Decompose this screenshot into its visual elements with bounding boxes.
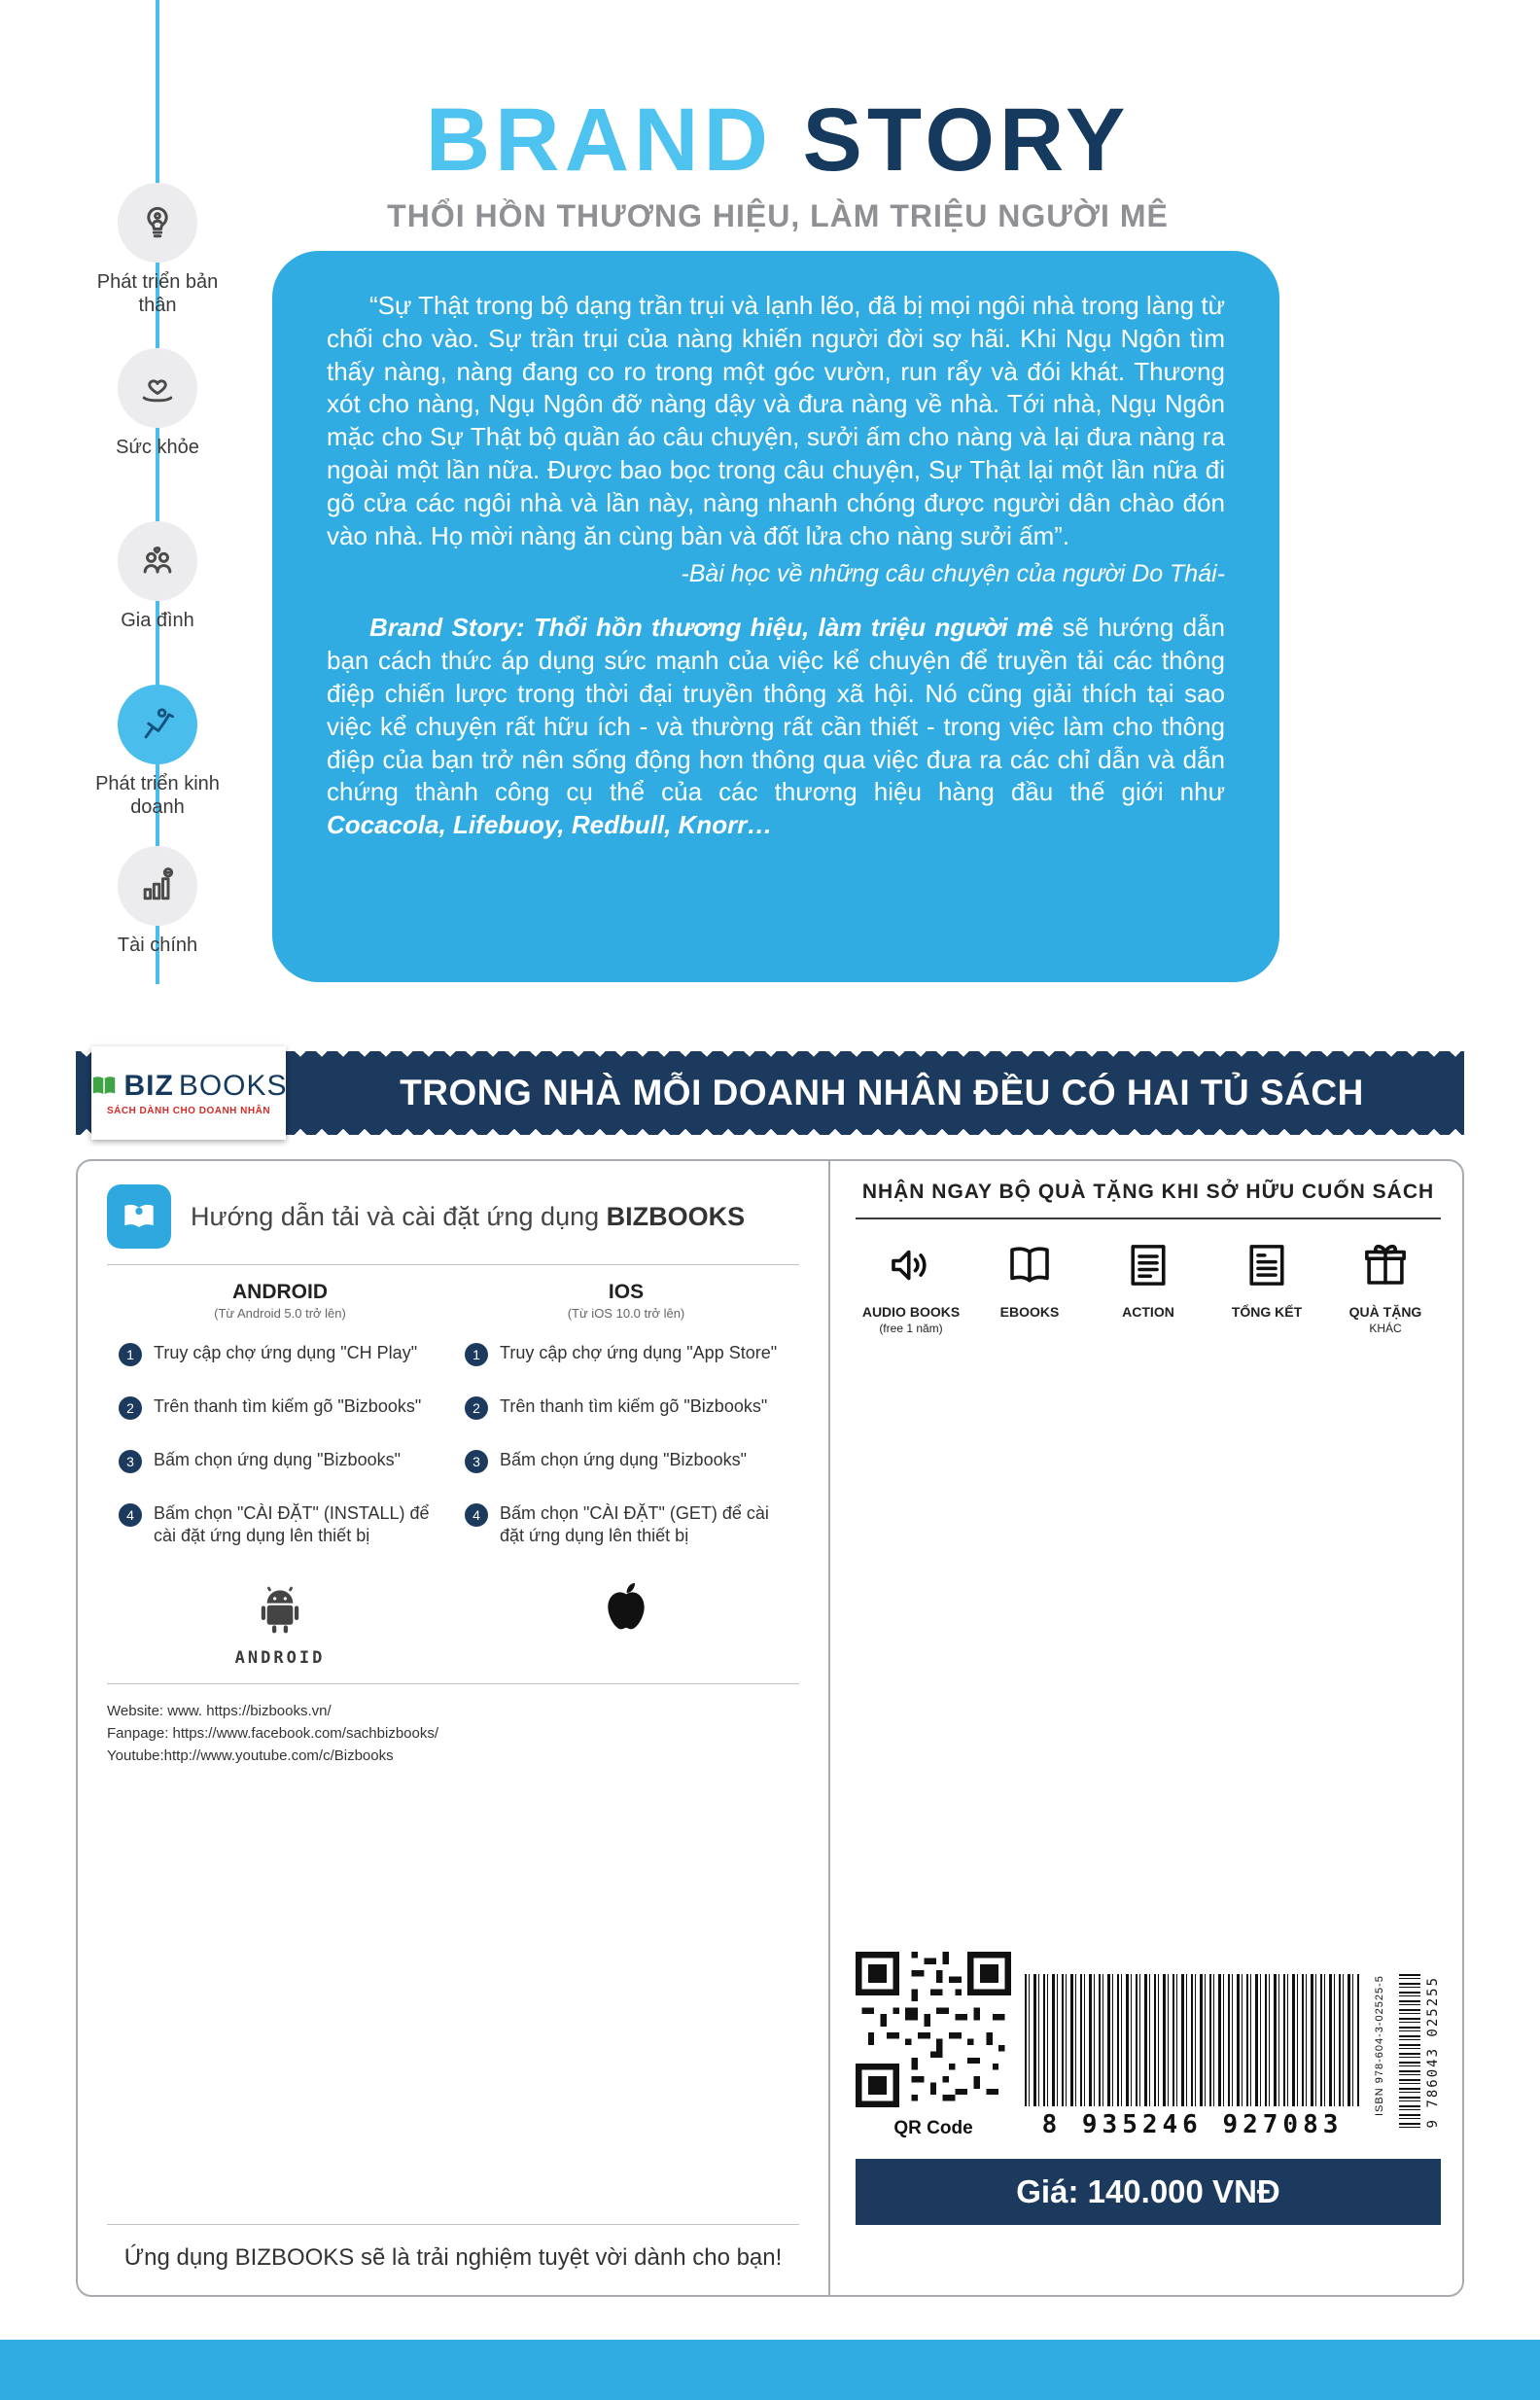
guide-title-text: Hướng dẫn tải và cài đặt ứng dụng xyxy=(191,1201,607,1231)
gift-item-action xyxy=(1093,1239,1204,1336)
bizbooks-logo-row xyxy=(89,1070,287,1103)
android-robot-icon xyxy=(249,1577,311,1640)
timeline-item-family xyxy=(76,521,239,632)
step-text: Bấm chọn ứng dụng "Bizbooks" xyxy=(500,1450,747,1469)
logo-biz-text: BIZ xyxy=(123,1070,174,1102)
timeline-circle-active xyxy=(118,685,197,764)
audiobook-speaker-icon xyxy=(885,1239,937,1291)
ios-step xyxy=(465,1395,788,1420)
step-text: Bấm chọn "CÀI ĐẶT" (GET) để cài đặt ứng dụng lên thiết bị xyxy=(500,1503,769,1546)
book-description xyxy=(327,612,1225,842)
timeline-item-finance xyxy=(76,846,239,957)
timeline-circle xyxy=(118,846,197,926)
timeline-item-business xyxy=(76,685,239,819)
qr-code-icon xyxy=(856,1952,1011,2107)
timeline-label: Phát triển kinh doanh xyxy=(95,773,220,818)
ios-title: IOS xyxy=(608,1281,645,1303)
step-text: Trên thanh tìm kiếm gõ "Bizbooks" xyxy=(500,1396,768,1416)
family-icon xyxy=(136,540,179,582)
step-number: 3 xyxy=(465,1450,488,1473)
ios-requirement: (Từ iOS 10.0 trở lên) xyxy=(567,1306,685,1321)
gift-label: TỔNG KẾT xyxy=(1231,1304,1303,1320)
barcode-number: 8 935246 927083 xyxy=(1041,2110,1344,2139)
timeline-label: Gia đình xyxy=(121,610,194,631)
barcode-block xyxy=(1025,1974,1360,2139)
android-title: ANDROID xyxy=(232,1281,328,1303)
timeline-label: Tài chính xyxy=(117,935,198,956)
fanpage-link: Fanpage: https://www.facebook.com/sachbizbooks/ xyxy=(107,1725,439,1743)
logo-books-text: BOOKS xyxy=(178,1070,288,1102)
isbn-vertical-text: ISBN 978-604-3-02525-5 xyxy=(1374,1975,1385,2116)
title-story: STORY xyxy=(802,90,1131,190)
install-guide xyxy=(78,1161,828,2295)
android-step xyxy=(119,1342,441,1366)
step-number: 2 xyxy=(119,1396,142,1420)
android-step xyxy=(119,1395,441,1420)
android-step xyxy=(119,1449,441,1473)
quote-text: “Sự Thật trong bộ dạng trần trụi và lạnh lẽo, đã bị mọi ngôi nhà trong làng từ chối cho vào. Sự trần trụi của nàng khiến người đời sợ hãi. Khi Ngụ Ngôn tìm thấy nàng, nàng đang co ro trong một góc vườn, run rẩy và đói khát. Thương xót cho nàng, Ngụ Ngôn đỡ nàng dậy và đưa nàng về nhà. Tới nhà, Ngụ Ngôn mặc cho Sự Thật bộ quần áo câu chuyện, sưởi ấm cho nàng và lại đưa nàng ra ngoài một lần nữa. Được bao bọc trong câu chuyện, Sự Thật lại một lần nữa đi gõ cửa các ngôi nhà và lần này, nàng nhanh chóng được người dân chào đón vào nhà. Họ mời nàng ăn cùng bàn và đốt lửa cho nàng sưởi ấm”. xyxy=(327,291,1225,550)
guide-title xyxy=(191,1202,745,1232)
title-brand: BRAND xyxy=(425,90,773,190)
health-hand-heart-icon xyxy=(136,367,179,409)
youtube-link: Youtube:http://www.youtube.com/c/Bizbooks xyxy=(107,1747,394,1765)
step-number: 3 xyxy=(119,1450,142,1473)
book-logo-icon xyxy=(89,1072,119,1101)
banner-headline: TRONG NHÀ MỖI DOANH NHÂN ĐỀU CÓ HAI TỦ SÁCH xyxy=(400,1073,1364,1112)
bizbooks-app-glyph-icon xyxy=(118,1195,160,1238)
description-lead: Brand Story: Thổi hồn thương hiệu, làm triệu người mê xyxy=(369,613,1054,643)
step-number: 1 xyxy=(465,1343,488,1366)
gift-headline: NHẬN NGAY BỘ QUÀ TẶNG KHI SỞ HỮU CUỐN SÁCH xyxy=(856,1181,1441,1219)
android-wordmark: ANDROID xyxy=(234,1647,326,1668)
idea-person-icon xyxy=(136,201,179,244)
bizbooks-logo xyxy=(91,1046,286,1140)
gift-section xyxy=(828,1161,1466,2295)
gift-item-ebooks xyxy=(974,1239,1085,1336)
ean-vertical-number: 9 786043 025255 xyxy=(1425,1975,1441,2129)
guide-header xyxy=(107,1184,799,1249)
gift-box-icon xyxy=(1359,1239,1412,1291)
android-logo xyxy=(119,1577,441,1668)
barcode-lines xyxy=(1025,1974,1360,2106)
apple-logo-icon xyxy=(595,1577,657,1640)
quote-attribution: -Bài học về những câu chuyện của người Do Thái- xyxy=(681,560,1225,588)
timeline-label: Sức khỏe xyxy=(116,437,199,458)
timeline-label: Phát triển bản thân xyxy=(96,271,219,316)
description-brands: Cocacola, Lifebuoy, Redbull, Knorr… xyxy=(327,810,773,840)
step-number: 2 xyxy=(465,1396,488,1420)
guide-footer: Ứng dụng BIZBOOKS sẽ là trải nghiệm tuyệt vời dành cho bạn! xyxy=(107,2224,799,2272)
business-growth-runner-icon xyxy=(136,703,179,746)
step-text: Truy cập chợ ứng dụng "App Store" xyxy=(500,1343,778,1362)
guide-title-app: BIZBOOKS xyxy=(606,1201,746,1231)
step-number: 1 xyxy=(119,1343,142,1366)
step-text: Bấm chọn "CÀI ĐẶT" (INSTALL) để cài đặt ứng dụng lên thiết bị xyxy=(154,1503,430,1546)
step-text: Truy cập chợ ứng dụng "CH Play" xyxy=(154,1343,418,1362)
gift-item-summary xyxy=(1211,1239,1322,1336)
finance-chart-icon xyxy=(136,865,179,907)
timeline-item-health xyxy=(76,348,239,459)
android-step xyxy=(119,1502,441,1548)
banner xyxy=(76,1062,1464,1124)
ios-step xyxy=(465,1342,788,1366)
android-requirement: (Từ Android 5.0 trở lên) xyxy=(214,1306,346,1321)
step-number: 4 xyxy=(465,1503,488,1527)
timeline-item-self-development xyxy=(76,183,239,317)
qr-block xyxy=(856,1952,1011,2139)
codes-row xyxy=(856,1952,1441,2139)
bizbooks-app-icon xyxy=(107,1184,171,1249)
gift-sublabel: (free 1 năm) xyxy=(879,1321,943,1335)
website-link: Website: www. https://bizbooks.vn/ xyxy=(107,1702,332,1719)
vertical-barcode xyxy=(1399,1974,1420,2130)
ebook-icon xyxy=(1003,1239,1056,1291)
book-subtitle: THỔI HỒN THƯƠNG HIỆU, LÀM TRIỆU NGƯỜI MÊ xyxy=(387,198,1169,233)
step-number: 4 xyxy=(119,1503,142,1527)
ios-step xyxy=(465,1502,788,1548)
divider xyxy=(107,1264,799,1265)
book-title xyxy=(243,89,1312,192)
quote-box xyxy=(272,251,1279,982)
timeline-circle xyxy=(118,521,197,601)
links-block xyxy=(107,1700,799,1768)
gift-icons-row xyxy=(856,1239,1441,1336)
ios-step xyxy=(465,1449,788,1473)
gift-item-audiobooks xyxy=(856,1239,966,1336)
spacer xyxy=(856,1336,1441,1953)
gift-label: ACTION xyxy=(1122,1304,1174,1320)
gift-label: QUÀ TẶNG xyxy=(1348,1304,1422,1320)
qr-label: QR Code xyxy=(893,2118,973,2138)
timeline-circle xyxy=(118,348,197,428)
description-body: sẽ hướng dẫn bạn cách thức áp dụng sức mạnh của việc kể chuyện để truyền tải các thông điệp chiến lược trong thời đại truyền thông xã hội. Nó cũng giải thích tại sao việc kể chuyện rất hữu ích - và thường rất cần thiết - trong việc làm cho thông điệp của bạn trở nên sống động hơn thông qua việc đưa ra các chỉ dẫn và dẫn chứng thành công cụ thể của các thương hiệu hàng đầu thế giới như xyxy=(327,613,1225,807)
gift-sublabel: KHÁC xyxy=(1369,1321,1402,1335)
gift-label: AUDIO BOOKS xyxy=(861,1304,961,1320)
divider xyxy=(107,1683,799,1684)
action-doc-icon xyxy=(1122,1239,1174,1291)
summary-doc-icon xyxy=(1241,1239,1293,1291)
ios-logo xyxy=(465,1577,788,1644)
platform-ios xyxy=(453,1281,799,1668)
gift-item-other xyxy=(1330,1239,1441,1336)
platform-android xyxy=(107,1281,453,1668)
logo-tagline: SÁCH DÀNH CHO DOANH NHÂN xyxy=(106,1106,271,1116)
timeline-circle xyxy=(118,183,197,263)
step-text: Bấm chọn ứng dụng "Bizbooks" xyxy=(154,1450,401,1469)
bottom-accent-bar xyxy=(0,2340,1540,2400)
step-text: Trên thanh tìm kiếm gõ "Bizbooks" xyxy=(154,1396,422,1416)
platforms xyxy=(107,1281,799,1668)
timeline-line xyxy=(156,0,159,984)
info-box xyxy=(76,1159,1464,2297)
gift-label: EBOOKS xyxy=(999,1304,1060,1320)
ean-block xyxy=(1399,1964,1441,2139)
price-bar: Giá: 140.000 VNĐ xyxy=(856,2159,1441,2225)
